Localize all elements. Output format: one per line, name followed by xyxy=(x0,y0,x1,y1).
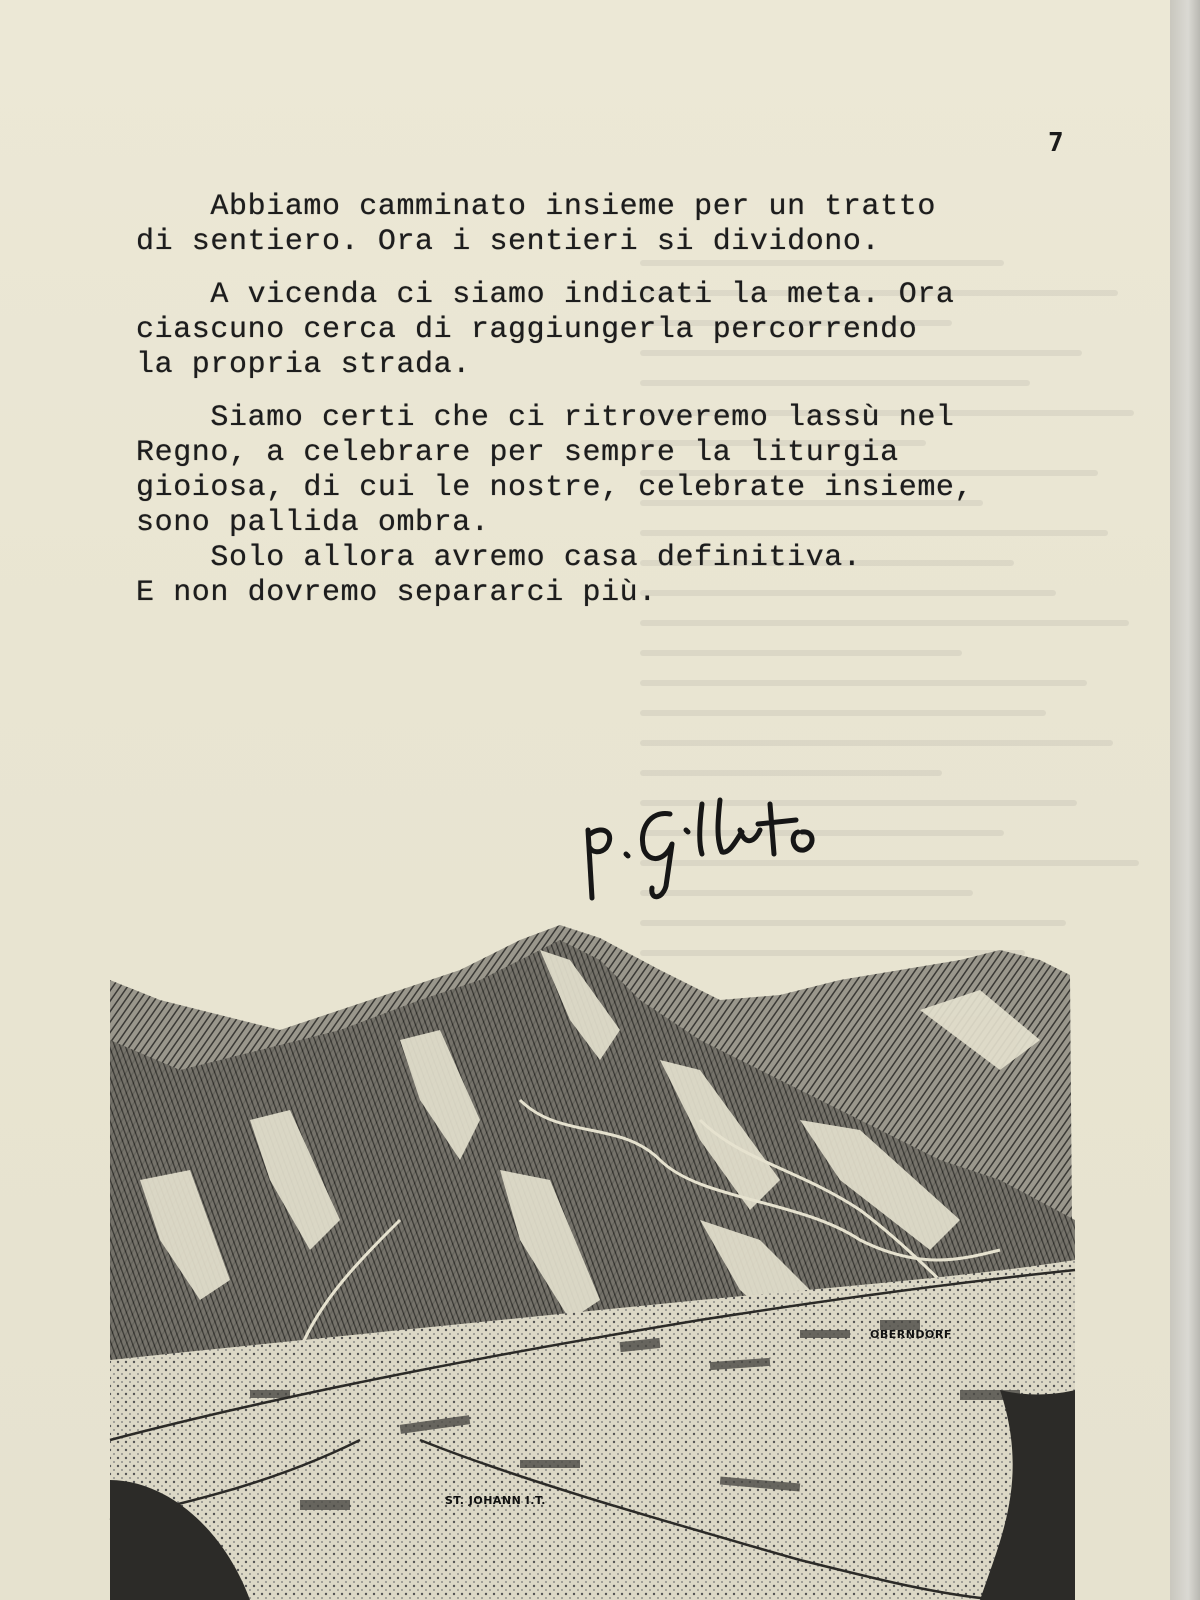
text-line: gioiosa, di cui le nostre, celebrate insieme, xyxy=(136,471,974,505)
body-text xyxy=(136,190,1096,629)
paragraph-2 xyxy=(136,278,1096,383)
paragraph-4 xyxy=(136,541,1096,611)
text-line: E non dovremo separarci più. xyxy=(136,576,657,610)
text-line: Siamo certi che ci ritroveremo lassù nel xyxy=(136,401,955,435)
page-number: 7 xyxy=(1048,128,1064,158)
handwritten-signature xyxy=(570,790,840,910)
page-edge xyxy=(1170,0,1200,1600)
mountain-illustration xyxy=(100,920,1100,1600)
text-line: Regno, a celebrare per sempre la liturgia xyxy=(136,436,899,470)
text-line: sono pallida ombra. xyxy=(136,506,490,540)
text-line: A vicenda ci siamo indicati la meta. Ora xyxy=(136,278,955,312)
text-line: ciascuno cerca di raggiungerla percorrendo xyxy=(136,313,918,347)
paragraph-1 xyxy=(136,190,1096,260)
paragraph-3 xyxy=(136,401,1096,541)
text-line: Abbiamo camminato insieme per un tratto xyxy=(136,190,936,224)
text-line: Solo allora avremo casa definitiva. xyxy=(136,541,862,575)
place-label-oberndorf: OBERNDORF xyxy=(870,1328,952,1341)
place-label-st-johann: ST. JOHANN I.T. xyxy=(445,1494,546,1507)
text-line: di sentiero. Ora i sentieri si dividono. xyxy=(136,225,881,259)
text-line: la propria strada. xyxy=(136,348,471,382)
